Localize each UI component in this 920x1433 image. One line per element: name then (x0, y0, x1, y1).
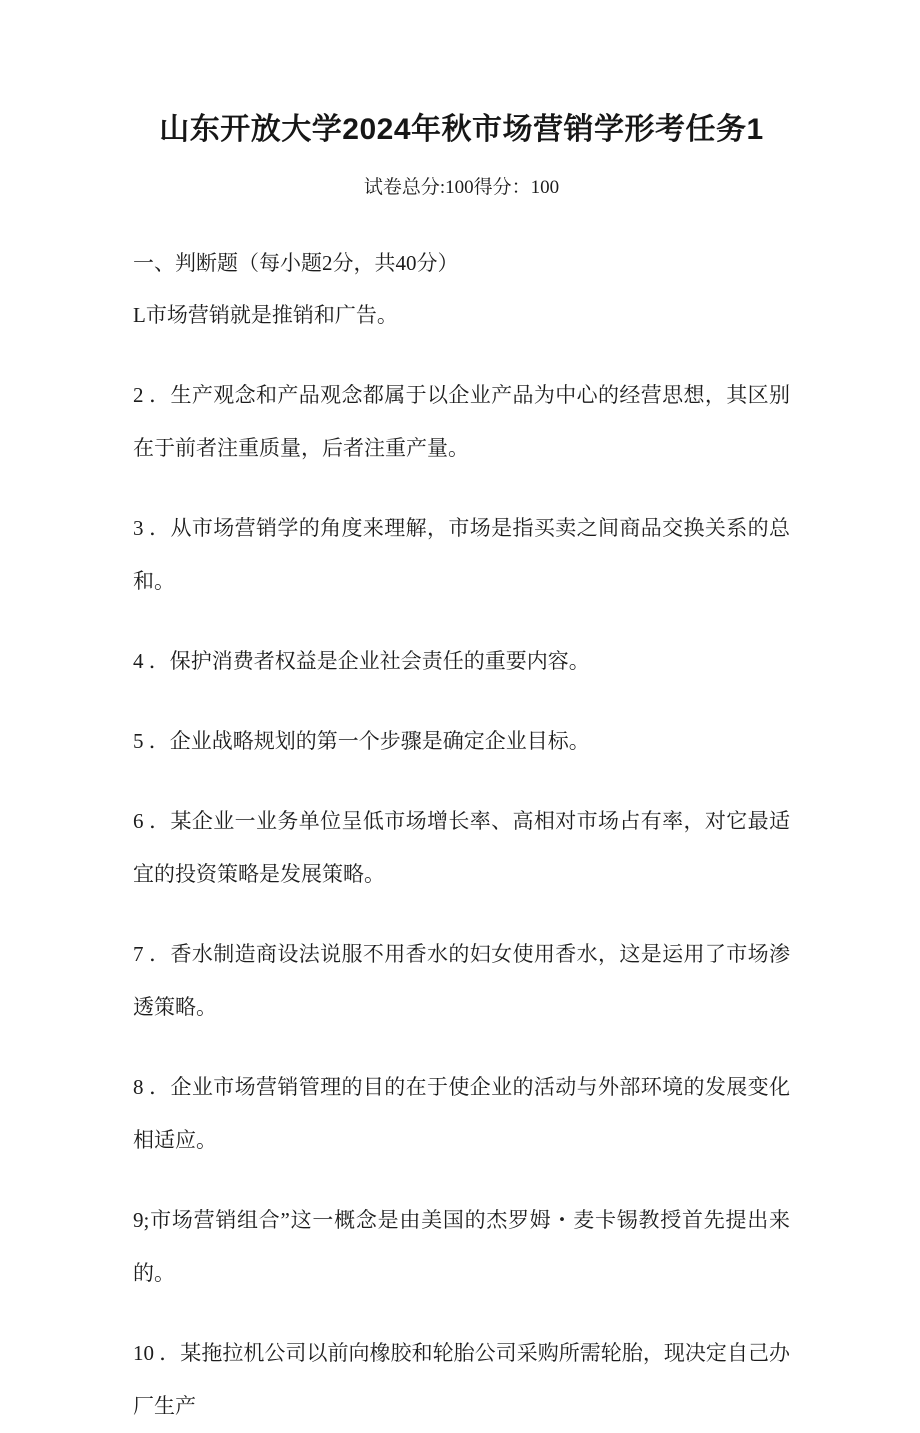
question-7: 7 ．香水制造商设法说服不用香水的妇女使用香水，这是运用了市场渗透策略。 (133, 942, 790, 1019)
section-heading-true-false: 一、判断题（每小题2分，共40分） (133, 251, 459, 275)
question-1: L市场营销就是推销和广告。 (133, 303, 398, 327)
question-6: 6 ．某企业一业务单位呈低市场增长率、高相对市场占有率，对它最适宜的投资策略是发展策略。 (133, 809, 790, 886)
question-2: 2 ．生产观念和产品观念都属于以企业产品为中心的经营思想，其区别在于前者注重质量，后者注重产量。 (133, 383, 790, 460)
score-summary: 试卷总分:100得分：100 (363, 177, 560, 198)
question-8: 8 ．企业市场营销管理的目的在于使企业的活动与外部环境的发展变化相适应。 (133, 1075, 790, 1152)
question-10: 10 ．某拖拉机公司以前向橡胶和轮胎公司采购所需轮胎，现决定自己办厂生产 (133, 1341, 790, 1418)
question-9: 9;市场营销组合”这一概念是由美国的杰罗姆・麦卡锡教授首先提出来的。 (133, 1208, 790, 1285)
question-4: 4 ．保护消费者权益是企业社会责任的重要内容。 (133, 649, 590, 673)
page-title: 山东开放大学2024年秋市场营销学形考任务1 (159, 113, 764, 146)
question-3: 3 ．从市场营销学的角度来理解，市场是指买卖之间商品交换关系的总和。 (133, 516, 790, 593)
question-5: 5 ．企业战略规划的第一个步骤是确定企业目标。 (133, 729, 590, 753)
